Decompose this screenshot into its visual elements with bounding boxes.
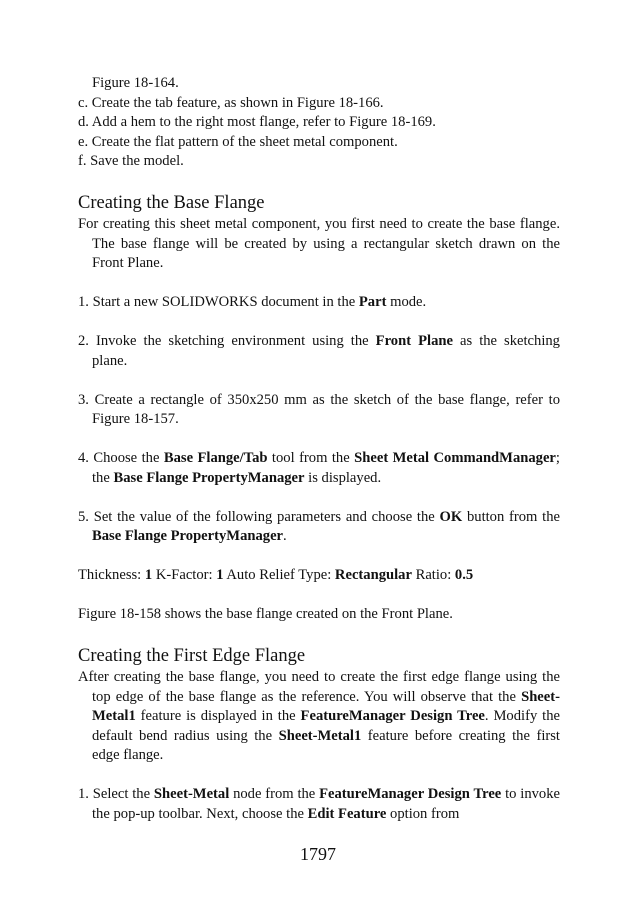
- result-line: Figure 18-158 shows the base flange created on the Front Plane.: [78, 606, 453, 622]
- step-3: 3. Create a rectangle of 350x250 mm as the sketch of the base flange, refer to Figure 18-157.: [78, 391, 560, 427]
- page-number: 1797: [300, 844, 336, 864]
- intro-line: c. Create the tab feature, as shown in Figure 18-166.: [78, 94, 384, 111]
- step-5: 5. Set the value of the following parameters and choose the OK button from the Base Flange PropertyManager.: [78, 508, 560, 544]
- step-4: 4. Choose the Base Flange/Tab tool from the Sheet Metal CommandManager; the Base Flange PropertyManager is displayed.: [78, 450, 560, 486]
- parameters-line: Thickness: 1 K-Factor: 1 Auto Relief Type: Rectangular Ratio: 0.5: [78, 567, 474, 583]
- step-1: 1. Start a new SOLIDWORKS document in the Part mode.: [78, 294, 427, 310]
- intro-line: d. Add a hem to the right most flange, refer to Figure 18-169.: [78, 114, 436, 130]
- intro-line: e. Create the flat pattern of the sheet metal component.: [78, 133, 398, 150]
- step-2: 2. Invoke the sketching environment using the Front Plane as the sketching plane.: [78, 333, 560, 369]
- section-intro: For creating this sheet metal component, you first need to create the base flange. The base flange will be created by using a rectangular sketch drawn on the Front Plane.: [78, 216, 560, 271]
- intro-line: Figure 18-164.: [92, 75, 179, 91]
- step-1: 1. Select the Sheet-Metal node from the FeatureManager Design Tree to invoke the pop-up toolbar. Next, choose the Edit Feature option from: [78, 786, 560, 822]
- section-heading: Creating the First Edge Flange: [78, 646, 306, 666]
- page-body: [78, 74, 560, 824]
- section-intro: After creating the base flange, you need to create the first edge flange using the top edge of the base flange as the reference. You will observe that the Sheet-Metal1 feature is displayed in the FeatureManager Design Tree. Modify the default bend radius using the Sheet-Metal1 feature before creating the first edge flange.: [78, 669, 560, 763]
- intro-line: f. Save the model.: [78, 153, 184, 169]
- section-heading: Creating the Base Flange: [78, 193, 265, 213]
